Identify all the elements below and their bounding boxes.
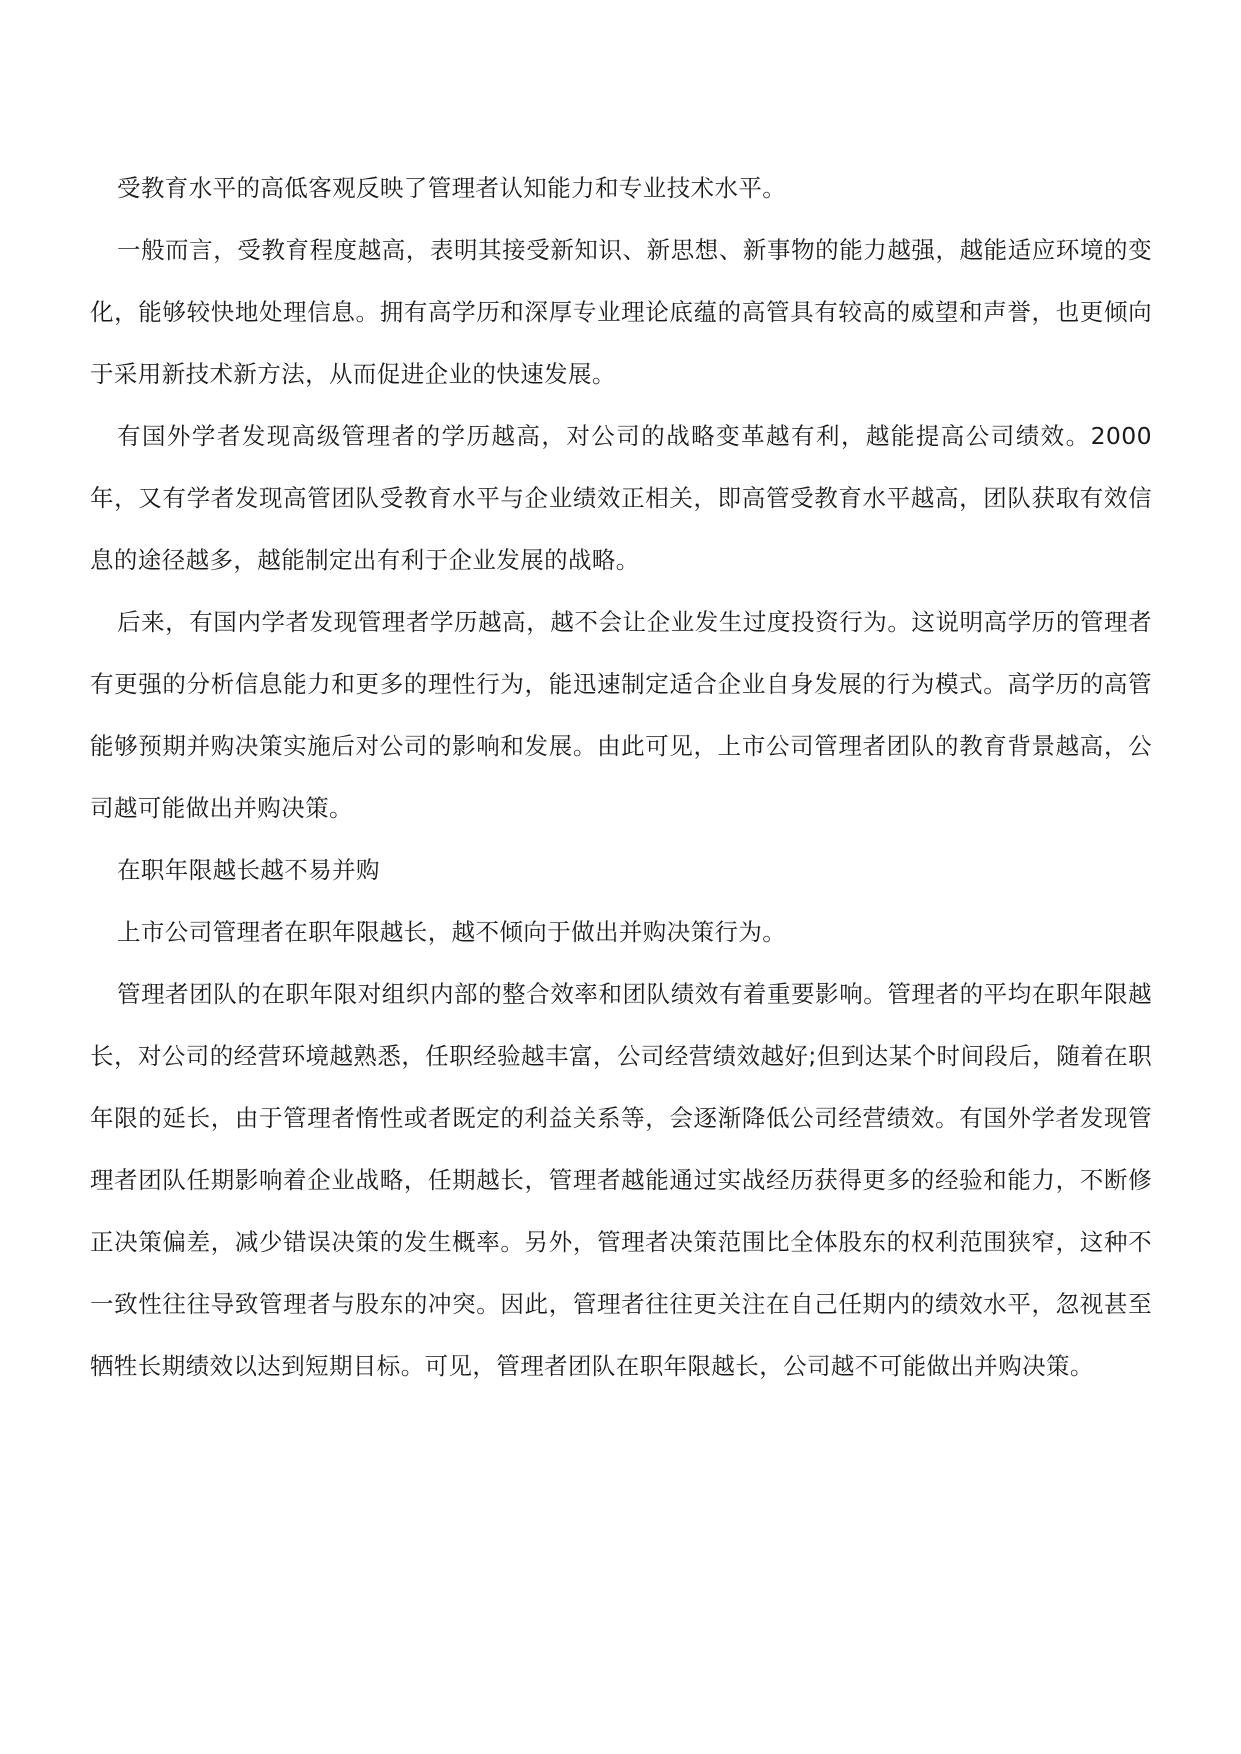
paragraph-tenure-analysis: 管理者团队的在职年限对组织内部的整合效率和团队绩效有着重要影响。管理者的平均在职年限越长，对公司的经营环境越熟悉，任职经验越丰富，公司经营绩效越好;但到达某个时间段后，随着在职年限的延长，由于管理者惰性或者既定的利益关系等，会逐渐降低公司经营绩效。有国外学者发现管理者团队任期影响着企业战略，任期越长，管理者越能通过实战经历获得更多的经验和能力，不断修正决策偏差，减少错误决策的发生概率。另外，管理者决策范围比全体股东的权利范围狭窄，这种不一致性往往导致管理者与股东的冲突。因此，管理者往往更关注在自己任期内的绩效水平，忽视甚至牺牲长期绩效以达到短期目标。可见，管理者团队在职年限越长，公司越不可能做出并购决策。 [90, 980, 1152, 1380]
paragraph-foreign-research: 有国外学者发现高级管理者的学历越高，对公司的战略变革越有利，越能提高公司绩效。2000 年，又有学者发现高管团队受教育水平与企业绩效正相关，即高管受教育水平越高，团队获取有效信息的途径越多，越能制定出有利于企业发展的战略。 [90, 422, 1152, 574]
paragraph-education-level: 受教育水平的高低客观反映了管理者认知能力和专业技术水平。 [117, 174, 787, 202]
section-heading-tenure: 在职年限越长越不易并购 [117, 856, 380, 884]
paragraph-tenure-summary: 上市公司管理者在职年限越长，越不倾向于做出并购决策行为。 [117, 918, 787, 946]
document-body [90, 157, 1152, 1397]
paragraph-education-ability: 一般而言，受教育程度越高，表明其接受新知识、新思想、新事物的能力越强，越能适应环境的变化，能够较快地处理信息。拥有高学历和深厚专业理论底蕴的高管具有较高的威望和声誉，也更倾向于采用新技术新方法，从而促进企业的快速发展。 [90, 236, 1152, 388]
paragraph-domestic-research: 后来，有国内学者发现管理者学历越高，越不会让企业发生过度投资行为。这说明高学历的管理者有更强的分析信息能力和更多的理性行为，能迅速制定适合企业自身发展的行为模式。高学历的高管能够预期并购决策实施后对公司的影响和发展。由此可见，上市公司管理者团队的教育背景越高，公司越可能做出并购决策。 [90, 608, 1152, 822]
